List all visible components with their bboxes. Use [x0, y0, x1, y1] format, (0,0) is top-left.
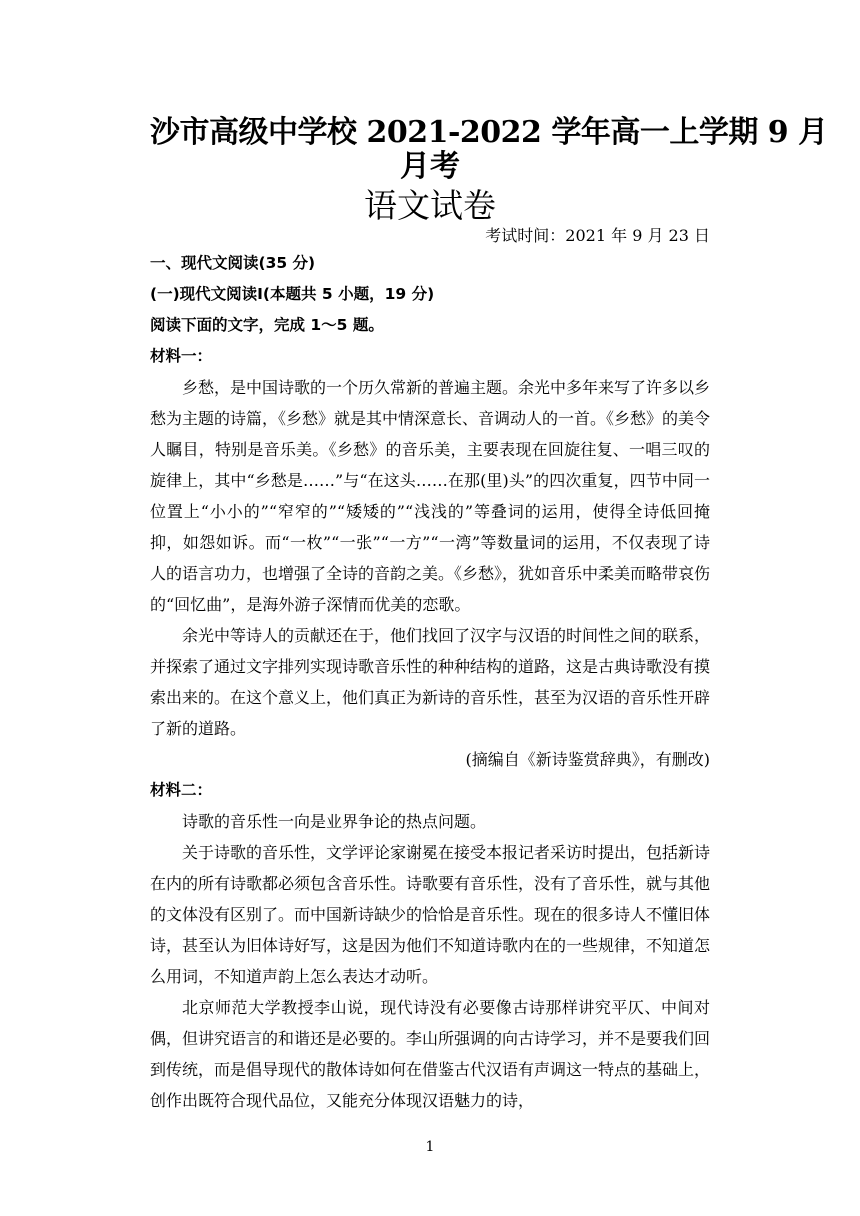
- page-number: 1: [425, 1139, 435, 1155]
- reading-instruction: 阅读下面的文字，完成 1～5 题。: [150, 316, 384, 334]
- exam-time: 考试时间：2021 年 9 月 23 日: [485, 226, 710, 245]
- exam-page: [150, 115, 828, 1116]
- section-subheading: (一)现代文阅读I(本题共 5 小题，19 分): [150, 285, 435, 303]
- material-one-paragraph: 余光中等诗人的贡献还在于，他们找回了汉字与汉语的时间性之间的联系，并探索了通过文字排列实现诗歌音乐性的种种结构的道路，这是古典诗歌没有摸索出来的。在这个意义上，他们真正为新诗的音乐性，甚至为汉语的音乐性开辟了新的道路。: [150, 626, 711, 738]
- material-one-paragraph: 乡愁，是中国诗歌的一个历久常新的普遍主题。余光中多年来写了许多以乡愁为主题的诗篇，《乡愁》就是其中情深意长、音调动人的一首。《乡愁》的美令人瞩目，特别是音乐美。《乡愁》的音乐美，主要表现在回旋往复、一唱三叹的旋律上，其中“乡愁是……”与“在这头……在那(里)头”的四次重复，四节中同一位置上“小小的”“窄窄的”“矮矮的”“浅浅的”等叠词的运用，使得全诗低回掩抑，如怨如诉。而“一枚”“一张”“一方”“一湾”等数量词的运用，不仅表现了诗人的语言功力，也增强了全诗的音韵之美。《乡愁》，犹如音乐中柔美而略带哀伤的“回忆曲”，是海外游子深情而优美的恋歌。: [150, 378, 711, 614]
- section-heading: 一、现代文阅读(35 分): [150, 254, 316, 272]
- material-two-paragraph: 关于诗歌的音乐性，文学评论家谢冕在接受本报记者采访时提出，包括新诗在内的所有诗歌都必须包含音乐性。诗歌要有音乐性，没有了音乐性，就与其他的文体没有区别了。而中国新诗缺少的恰恰是音乐性。现在的很多诗人不懂旧体诗，甚至认为旧体诗好写，这是因为他们不知道诗歌内在的一些规律，不知道怎么用词，不知道声韵上怎么表达才动听。: [150, 843, 711, 986]
- material-one-source: (摘编自《新诗鉴赏辞典》，有删改): [465, 750, 710, 769]
- material-two-paragraph: 诗歌的音乐性一向是业界争论的热点问题。: [182, 812, 487, 831]
- exam-title: 沙市高级中学校 2021-2022 学年高一上学期 9 月: [150, 115, 828, 150]
- material-two-label: 材料二：: [150, 781, 213, 799]
- material-one-label: 材料一：: [150, 347, 213, 365]
- subject-title: 语文试卷: [364, 186, 496, 225]
- exam-title-continued: 月考: [400, 149, 460, 184]
- material-two-paragraph: 北京师范大学教授李山说，现代诗没有必要像古诗那样讲究平仄、中间对偶，但讲究语言的和谐还是必要的。李山所强调的向古诗学习，并不是要我们回到传统，而是倡导现代的散体诗如何在借鉴古代汉语有声调这一特点的基础上，创作出既符合现代品位，又能充分体现汉语魅力的诗，: [150, 998, 711, 1110]
